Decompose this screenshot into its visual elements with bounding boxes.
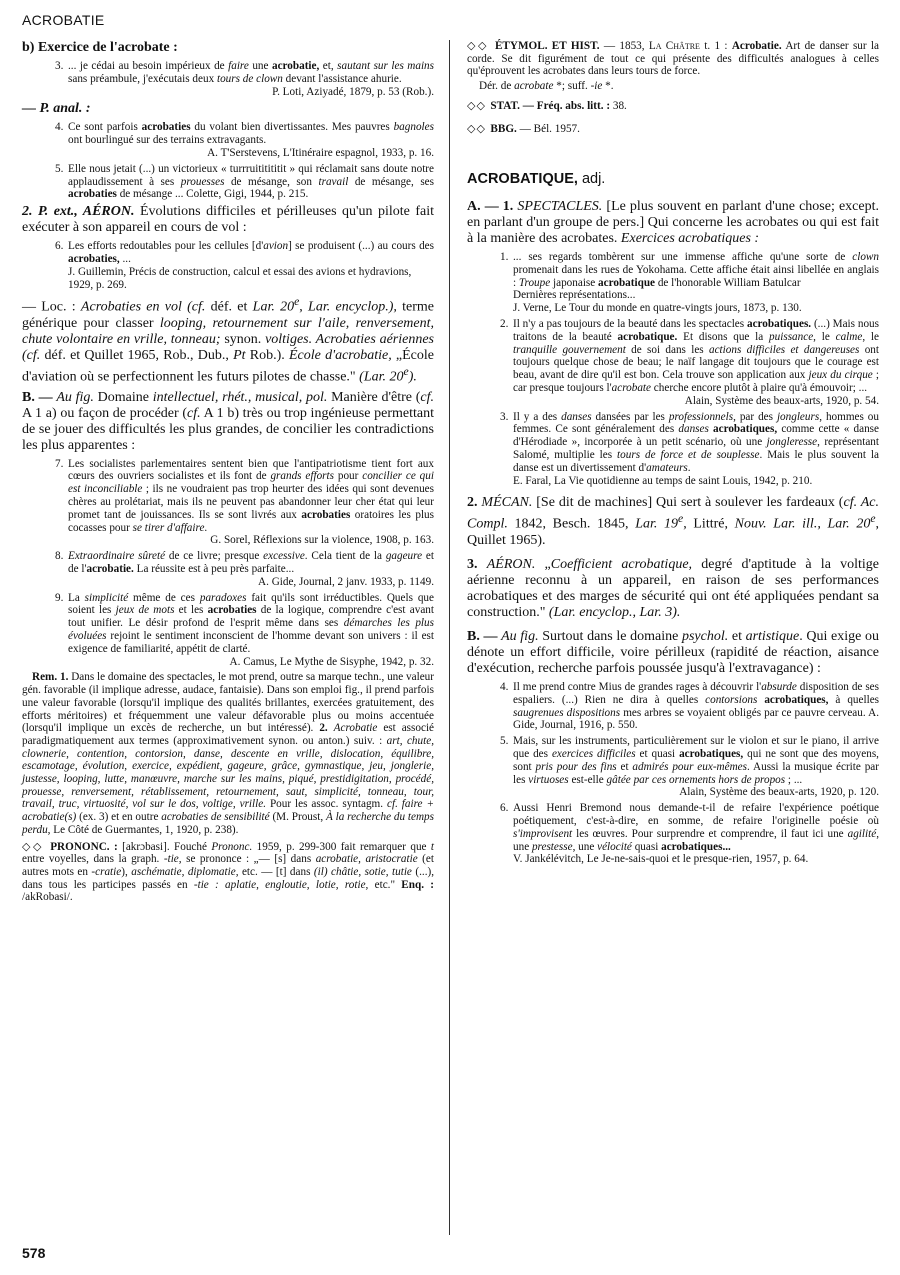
citation: V. Jankélévitch, Le Je-ne-sais-quoi et le presque-rien, 1957, p. 64. [513, 853, 809, 866]
section-b-fig: B. — Au fig. Domaine intellectuel, rhét., musical, pol. Manière d'être (cf. A 1 a) ou façon de procéder (cf. A 1 b) très ou trop ingénieuse permettant de se jouer des difficultés les plus grandes, de concilier les contradictions les plus apparentes : [22, 389, 434, 453]
locution-paragraph: — Loc. : Acrobaties en vol (cf. déf. et Lar. 20e, Lar. encyclop.), terme générique pour classer looping, retournement sur l'aile, renversement, chute volontaire en vrille, tonneau; synon. voltiges. Acrobaties aériennes (cf. déf. et Quillet 1965, Rob., Dub., Pt Rob.). École d'acrobatie, „École d'aviation où se perfectionnent les futurs pilotes de chasse." (Lar. 20e). [22, 295, 435, 385]
example-6: 6. Les efforts redoutables pour les cellules [d'avion] se produisent (...) au cours des acrobaties, ... J. Guillemin, Précis de construction, calcul et essai des avions et hydravions, 1929, p. 269. [55, 240, 434, 291]
remark-paragraph: Rem. 1. Dans le domaine des spectacles, le mot prend, outre sa marque techn., une valeur gén. favorable (il implique adresse, audace, fantaisie). Dans son emploi fig., il prend parfois une valeur favorable (lorsqu'il implique des qualités brillantes, exercées gratuitement, des efforts méritoires) et fréquemment une valeur défavorable plus ou moins accentuée (lorsqu'il implique un excès de recherche, un but intéressé). 2. Acrobatie est associé paradigmatiquement aux termes (approximativement synon. ou anton.) suiv. : art, chute, clownerie, contention, contorsion, danse, descente en vrille, dislocation, équilibre, escamotage, évolution, exercice, expédient, gageure, grâce, gymnastique, jeu, jonglerie, justesse, looping, lutte, manœuvre, marche sur les mains, piqué, prestidigitation, procédé, prouesse, renversement, rétablissement, retournement, saut, simplicité, tonneau, tour, travail, truc, virtuosité, vol sur le dos, voltige, vrille. Pour les assoc. syntagm. cf. faire + acrobatie(s) (ex. 3) et en outre acrobaties de sensibilité (M. Proust, À la recherche du temps perdu, Le Côté de Guermantes, 1, 1920, p. 238). [22, 671, 435, 836]
derivation-line: Dér. de acrobate *; suff. -ie *. [479, 79, 614, 92]
citation: J. Guillemin, Précis de construction, calcul et essai des avions et hydravions, 1929, p. 269. [68, 265, 412, 291]
right-column [467, 40, 879, 869]
example-9: 9. La simplicité même de ces paradoxes fait qu'ils sont irréductibles. Quels que soient les jeux de mots et les acrobaties de la logique, comprendre c'est avant tout unifier. Le désir profond de l'esprit même dans ses démarches les plus évoluées rejoint le sentiment inconscient de l'homme devant son univers : il est exigence de familiarité, appétit de clarté. A. Camus, Le Mythe de Sisyphe, 1942, p. 32. [55, 591, 434, 668]
bbg-line: ◇◇ BBG. — Bél. 1957. [467, 121, 580, 135]
section-2-aeron: 2. P. ext., AÉRON. Évolutions difficiles et périlleuses qu'un pilote fait exécuter à son appareil en cours de vol : [22, 204, 434, 236]
section-a1-spectacles: A. — 1. SPECTACLES. [Le plus souvent en parlant d'une chose; except. en parlant d'un groupe de pers.] Qui concerne les acrobates ou qui est fait à la manière des acrobates. Exercices acrobatiques : [467, 199, 879, 246]
example-5: 5. Elle nous jetait (...) un victorieux « turrruititititit » qui réclamait sans doute notre applaudissement à ses prouesses de mésange, son travail de mésange, ses acrobaties de mésange ... Colette, Gigi, 1944, p. 215. [55, 162, 434, 201]
headword: ACROBATIQUE, adj. [467, 171, 606, 187]
etymology-paragraph: ◇◇ ÉTYMOL. ET HIST. — 1853, La Châtre t. 1 : Acrobatie. Art de danser sur la corde. Se dit figurément de tout ce qui présente des difficultés analogues à celles qu'éprouvent les acrobates dans leurs tours de force. [467, 39, 880, 77]
citation: A. T'Serstevens, L'Itinéraire espagnol, 1933, p. 16. [207, 146, 434, 159]
citation: J. Verne, Le Tour du monde en quatre-vingts jours, 1873, p. 130. [513, 302, 802, 315]
example-r4: 4. Il me prend contre Mius de grandes rages à découvrir l'absurde disposition de ses espaliers. (...) Rien ne dira à quelles contorsions acrobatiques, à quelles saugrenues dispositions mes arbres se voyaient obligés par ce pauvre cerveau. A. Gide, Journal, 1916, p. 550. [500, 681, 880, 732]
section-a3-aeron: 3. AÉRON. „Coefficient acrobatique, degré d'aptitude à la voltige aérienne reconnu à un appareil, en raison de ses performances acrobatiques et des marges de sécurité qui ont été appliquées pendant sa construction." (Lar. encyclop., Lar. 3). [467, 557, 880, 620]
p-anal-label: — P. anal. : [22, 101, 91, 117]
citation: A. Gide, Journal, 2 janv. 1933, p. 1149. [258, 575, 434, 588]
example-7: 7. Les socialistes parlementaires sentent bien que l'antipatriotisme tient fort aux cœurs des ouvriers socialistes et ils font de grands efforts pour concilier ce qui est inconciliable ; ils ne voudraient pas trop heurter des idées qui sont devenues chères au prolétariat, mais ils ne peuvent pas abandonner leur cher état qui leur promet tant de jouissances. Ils se sont livrés aux acrobaties oratoires les plus cocasses pour se tirer d'affaire. G. Sorel, Réflexions sur la violence, 1908, p. 163. [55, 457, 434, 547]
citation: E. Faral, La Vie quotidienne au temps de saint Louis, 1942, p. 210. [513, 474, 813, 487]
example-r6: 6. Aussi Henri Bremond nous demande-t-il de refaire l'expérience poétique poétiquement, c'est-à-dire, en somme, de refaire l'originelle poésie où s'improvisent les œuvres. Pour surprendre et comprendre, il faut ici une agilité, une prestesse, une vélocité quasi acrobatiques... V. Jankélévitch, Le Je-ne-sais-quoi et le presque-rien, 1957, p. 64. [500, 802, 879, 866]
example-3: 3. ... je cédai au besoin impérieux de faire une acrobatie, et, sautant sur les mains sans préambule, j'exécutais deux tours de clown devant l'assistance ahurie. P. Loti, Aziyadé, 1879, p. 53 (Rob.). [55, 60, 435, 98]
column-divider [449, 40, 450, 1235]
left-column [22, 40, 434, 908]
running-head: ACROBATIE [22, 12, 105, 28]
page-number: 578 [22, 1245, 46, 1261]
example-r5: 5. Mais, sur les instruments, particulièrement sur le violon et sur le piano, il arrive que des exercices difficiles et quasi acrobatiques, qui ne sont que des moyens, sont pris pour des fins et admirés pour eux-mêmes. Aussi la musique écrite par les virtuoses est-elle gâtée par ces ornements hors de propos ; ... Alain, Système des beaux-arts, 1920, p. 120. [500, 735, 879, 799]
stat-line: ◇◇ STAT. — Fréq. abs. litt. : 38. [467, 99, 627, 112]
example-r2: 2. Il n'y a pas toujours de la beauté dans les spectacles acrobatiques. (...) Mais nous traitons de la beauté acrobatique. Et disons que la puissance, le calme, le tranquille gouvernement de soi dans les actions difficiles et dangereuses ont toujours quelque chose de beau; le naïf langage dit toujours que le courage est beau, avant de dire qu'il est bon. Cela trouve son application aux jeux du cirque ; car presque toujours l'acrobate cherche encore plutôt à plaire qu'à émouvoir; ... Alain, Système des beaux-arts, 1920, p. 54. [500, 317, 880, 407]
example-r3: 3. Il y a des danses dansées par les professionnels, par des jongleurs, hommes ou femmes. Ce sont généralement des danses acrobatiques, comme cette « danse d'Hérodiade », incorporée à un petit scénario, où une jongleresse, représentant Salomé, multiplie les tours de force et de souplesse. Mais le plus souvent la danse est un divertissement d'amateurs. E. Faral, La Vie quotidienne au temps de saint Louis, 1942, p. 210. [500, 410, 879, 487]
section-b-fig-right: B. — Au fig. Surtout dans le domaine psychol. et artistique. Qui exige ou dénote un effort difficile, voire périlleux (rapidité de réaction, aisance d'exécution, recherche parfois poussée jusqu'à l'extravagance) : [467, 629, 879, 676]
citation: G. Sorel, Réflexions sur la violence, 1908, p. 163. [210, 534, 434, 547]
section-a2-mecan: 2. MÉCAN. [Se dit de machines] Qui sert à soulever les fardeaux (cf. Ac. Compl. 1842, Besch. 1845, Lar. 19e, Littré, Nouv. Lar. ill., Lar. 20e, Quillet 1965). [467, 495, 879, 548]
citation: Alain, Système des beaux-arts, 1920, p. 54. [684, 394, 879, 407]
citation: A. Camus, Le Mythe de Sisyphe, 1942, p. 32. [229, 655, 434, 668]
example-4: 4. Ce sont parfois acrobaties du volant bien divertissantes. Mes pauvres bagnoles ont bourlingué sur des terrains extravagants. A. T'Serstevens, L'Itinéraire espagnol, 1933, p. 16. [55, 121, 434, 159]
example-r1: 1. ... ses regards tombèrent sur une immense affiche qu'une sorte de clown promenait dans les rues de Yokohama. Cette affiche était ainsi libellée en anglais : Troupe japonaise acrobatique de l'honorable William Batulcar Dernières représentations... J. Verne, Le Tour du monde en quatre-vingts jours, 1873, p. 130. [500, 251, 879, 315]
example-8: 8. Extraordinaire sûreté de ce livre; presque excessive. Cela tient de la gageure et de l'acrobatie. La réussite est à peu près parfaite... A. Gide, Journal, 2 janv. 1933, p. 1149. [55, 550, 434, 588]
citation: Alain, Système des beaux-arts, 1920, p. 120. [679, 786, 879, 799]
citation: P. Loti, Aziyadé, 1879, p. 53 (Rob.). [272, 85, 434, 98]
section-b-title: b) Exercice de l'acrobate : [22, 40, 178, 55]
pronunciation-paragraph: ◇◇ PRONONC. : [akrɔbasi]. Fouché Prononc. 1959, p. 299-300 fait remarquer que t entre voyelles, dans la graph. -tie, se prononce : „— [s] dans acrobatie, aristocratie (et autres mots en -cratie), aschématie, diplomatie, etc. — [t] dans (il) châtie, sotie, tutie (...), dans tous les participes passés en -tie : aplatie, engloutie, lotie, rotie, etc." Enq. : /akRobasi/. [22, 839, 435, 904]
